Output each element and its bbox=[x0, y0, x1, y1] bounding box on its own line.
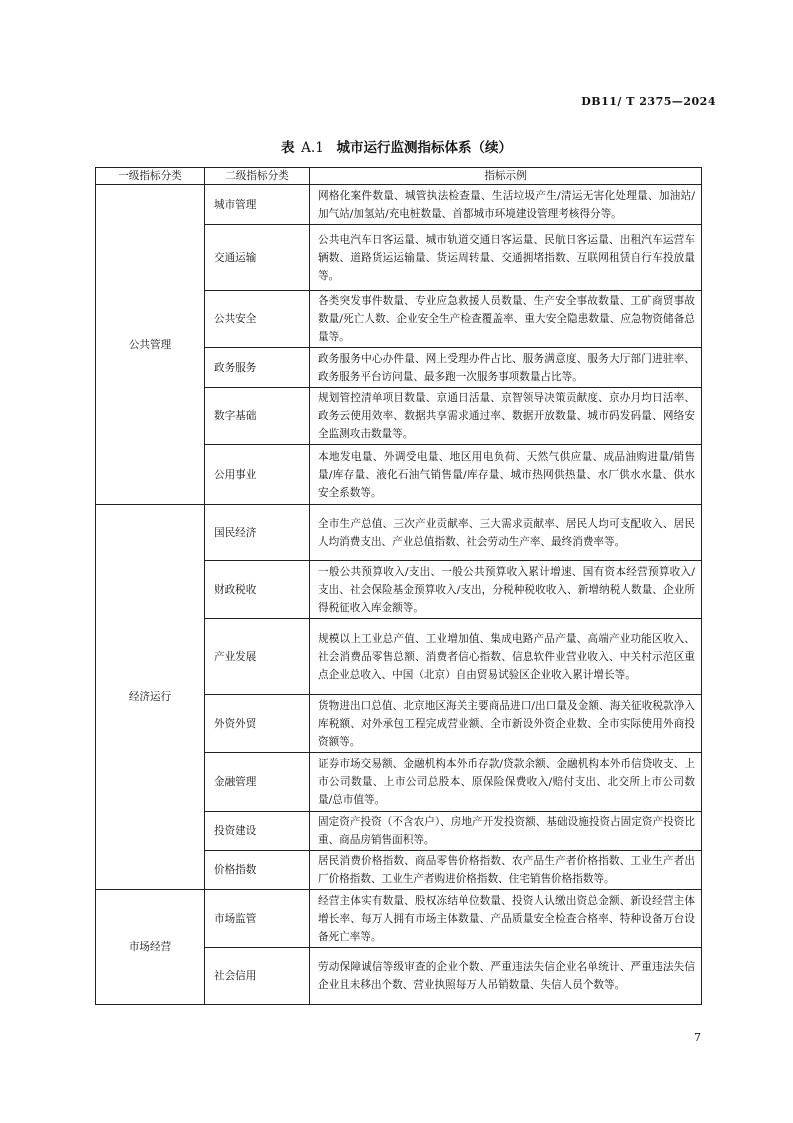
indicator-examples-cell: 全市生产总值、三次产业贡献率、三大需求贡献率、居民人均可支配收入、居民人均消费支出、产业总值指数、社会劳动生产率、最终消费率等。 bbox=[310, 505, 702, 561]
page-number: 7 bbox=[694, 1031, 701, 1044]
indicator-examples-cell: 货物进出口总值、北京地区海关主要商品进口/出口量及金额、海关征收税款净入库税额、对外承包工程完成营业额、全市新设外资企业数、全市实际使用外商投资额等。 bbox=[310, 695, 702, 753]
indicator-examples-cell: 各类突发事件数量、专业应急救援人员数量、生产安全事故数量、工矿商贸事故数量/死亡人数、企业安全生产检查覆盖率、重大安全隐患数量、应急物资储备总量等。 bbox=[310, 291, 702, 348]
table-title bbox=[0, 136, 793, 156]
document-standard-number: DB11/ T 2375—2024 bbox=[581, 95, 716, 108]
level2-category-cell: 社会信用 bbox=[205, 948, 310, 1005]
table-title-number: A.1 bbox=[301, 140, 324, 156]
indicator-examples-cell: 经营主体实有数量、股权冻结单位数量、投资人认缴出资总金额、新设经营主体增长率、每万人拥有市场主体数量、产品质量安全检查合格率、特种设备万台设备死亡率等。 bbox=[310, 890, 702, 948]
indicator-examples-cell: 证券市场交易额、金融机构本外币存款/贷款余额、金融机构本外币信贷收支、上市公司数量、上市公司总股本、原保险保费收入/赔付支出、北交所上市公司数量/总市值等。 bbox=[310, 753, 702, 812]
level2-category-cell: 交通运输 bbox=[205, 225, 310, 291]
level2-category-cell: 财政税收 bbox=[205, 561, 310, 619]
indicator-examples-cell: 居民消费价格指数、商品零售价格指数、农产品生产者价格指数、工业生产者出厂价格指数、工业生产者购进价格指数、住宅销售价格指数等。 bbox=[310, 851, 702, 890]
level1-category-cell: 市场经营 bbox=[96, 890, 205, 1005]
indicator-examples-cell: 一般公共预算收入/支出、一般公共预算收入累计增速、国有资本经营预算收入/支出、社会保险基金预算收入/支出，分税种税收收入、新增纳税人数量、企业所得税征收入库金额等。 bbox=[310, 561, 702, 619]
header-examples: 指标示例 bbox=[310, 168, 702, 185]
indicator-examples-cell: 规划管控清单项目数量、京通日活量、京智领导决策贡献度、京办月均日活率、政务云使用效率、数据共享需求通过率、数据开放数量、城市码发码量、网络安全监测攻击数量等。 bbox=[310, 388, 702, 445]
indicator-examples-cell: 网格化案件数量、城管执法检查量、生活垃圾产生/清运无害化处理量、加油站/加气站/加氢站/充电桩数量、首都城市环境建设管理考核得分等。 bbox=[310, 185, 702, 225]
level2-category-cell: 金融管理 bbox=[205, 753, 310, 812]
level2-category-cell: 政务服务 bbox=[205, 348, 310, 388]
level1-category-cell: 经济运行 bbox=[96, 505, 205, 890]
table-row bbox=[96, 185, 702, 225]
level2-category-cell: 公用事业 bbox=[205, 445, 310, 505]
table-row bbox=[96, 890, 702, 948]
level2-category-cell: 外资外贸 bbox=[205, 695, 310, 753]
table-title-prefix: 表 bbox=[280, 140, 295, 156]
indicator-table bbox=[95, 167, 702, 1005]
indicator-examples-cell: 规模以上工业总产值、工业增加值、集成电路产品产量、高端产业功能区收入、社会消费品零售总额、消费者信心指数、信息软件业营业收入、中关村示范区重点企业总收入、中国（北京）自由贸易试验区企业收入累计增长等。 bbox=[310, 619, 702, 695]
level2-category-cell: 产业发展 bbox=[205, 619, 310, 695]
level1-category-cell: 公共管理 bbox=[96, 185, 205, 505]
level2-category-cell: 数字基础 bbox=[205, 388, 310, 445]
indicator-examples-cell: 公共电汽车日客运量、城市轨道交通日客运量、民航日客运量、出租汽车运营车辆数、道路货运运输量、货运周转量、交通拥堵指数、互联网租赁自行车投放量等。 bbox=[310, 225, 702, 291]
header-level2: 二级指标分类 bbox=[205, 168, 310, 185]
table-title-name: 城市运行监测指标体系（续） bbox=[336, 140, 513, 156]
level2-category-cell: 公共安全 bbox=[205, 291, 310, 348]
level2-category-cell: 市场监管 bbox=[205, 890, 310, 948]
level2-category-cell: 国民经济 bbox=[205, 505, 310, 561]
indicator-examples-cell: 固定资产投资（不含农户）、房地产开发投资额、基础设施投资占固定资产投资比重、商品房销售面积等。 bbox=[310, 812, 702, 851]
level2-category-cell: 投资建设 bbox=[205, 812, 310, 851]
indicator-examples-cell: 本地发电量、外调受电量、地区用电负荷、天然气供应量、成品油购进量/销售量/库存量、液化石油气销售量/库存量、城市热网供热量、水厂供水水量、供水安全系数等。 bbox=[310, 445, 702, 505]
table-header-row bbox=[96, 168, 702, 185]
level2-category-cell: 价格指数 bbox=[205, 851, 310, 890]
table-row bbox=[96, 505, 702, 561]
header-level1: 一级指标分类 bbox=[96, 168, 205, 185]
level2-category-cell: 城市管理 bbox=[205, 185, 310, 225]
indicator-examples-cell: 劳动保障诚信等级审查的企业个数、严重违法失信企业名单统计、严重违法失信企业且未移出个数、营业执照每万人吊销数量、失信人员个数等。 bbox=[310, 948, 702, 1005]
indicator-examples-cell: 政务服务中心办件量、网上受理办件占比、服务满意度、服务大厅部门进驻率、政务服务平台访问量、最多跑一次服务事项数量占比等。 bbox=[310, 348, 702, 388]
